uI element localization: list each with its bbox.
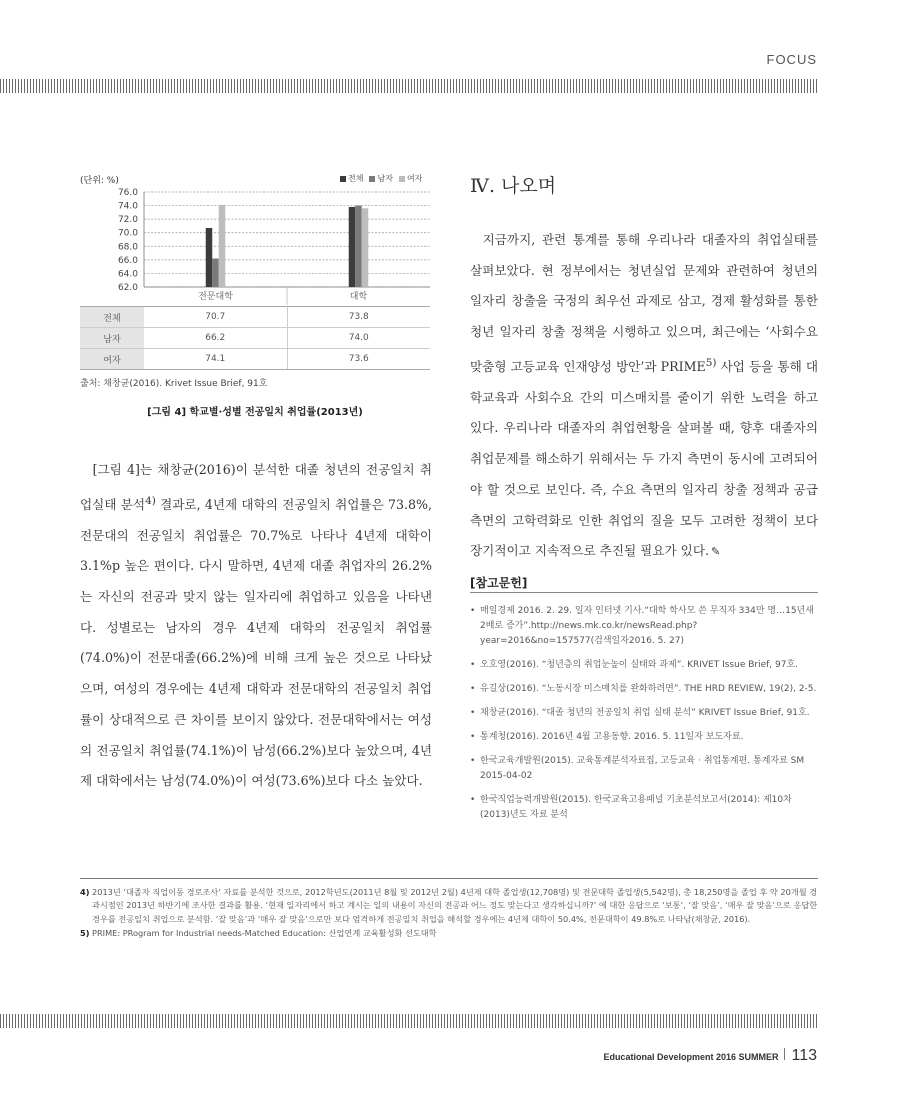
end-mark-icon: ✎	[711, 545, 721, 559]
bar-total	[349, 207, 356, 287]
y-tick-label: 62.0	[117, 283, 138, 293]
bar-chart	[80, 186, 430, 306]
footnote-text: 2013년 ‘대졸자 직업이동 경로조사’ 자료를 분석한 것으로, 2012학년도(2011년 8월 및 2012년 2월) 4년제 대학 졸업생(12,708명) 및 전문대학 졸업생(5,542명), 총 18,250명을 졸업 후 약 20개월 경과시점인 2013년 하반기에 조사한 결과를 활용. ‘현재 일자리에서 하고 계시는 일의 내용이 자신의 전공과 어느 정도 맞는다고 생각하십니까?’ 에 대한 응답으로 ‘보통’, ‘잘 맞음’, ‘매우 잘 맞음’으로 응답한 경우를 전공일치 취업으로 분석함. ‘잘 맞음’과 ‘매우 잘 맞음’으로만 보다 엄격하게 전공일치 취업을 해석할 경우에는 4년제 대학이 50.4%, 전문대학이 49.8%로 나타남(채창균, 2016).	[89, 887, 818, 924]
paragraph-text: 지금까지, 관련 통계를 통해 우리나라 대졸자의 취업실태를 살펴보았다. 현 정부에서는 청년실업 문제와 관련하여 청년의 일자리 창출을 국정의 최우선 과제로 삼고, 경제 활성화를 통한 청년 일자리 창출 정책을 시행하고 있으며, 최근에는 ‘사회수요 맞춤형 고등교육 인재양성 방안’과 PRIME	[470, 232, 818, 374]
legend-item-female	[399, 173, 422, 184]
chart-data-table	[80, 306, 430, 370]
footnote-divider	[80, 878, 818, 879]
footnote-ref[interactable]: 5)	[705, 356, 717, 369]
legend-item-total	[340, 173, 363, 184]
x-tick-label: 전문대학	[198, 292, 233, 302]
bar-male	[355, 206, 362, 287]
legend-item-male	[369, 173, 392, 184]
section-label: FOCUS	[766, 52, 817, 67]
legend-label: 여자	[406, 174, 423, 183]
figure-caption: [그림 4] 학교별·성별 전공일치 취업률(2013년)	[147, 407, 363, 418]
list-item: • 한국교육개발원(2015). 교육통계분석자료집, 고등교육 · 취업통계편. 통계자료 SM 2015-04-02	[470, 754, 818, 784]
footnote-mark: 5)	[80, 928, 90, 939]
references-divider	[470, 592, 818, 593]
section-title: Ⅳ. 나오며	[470, 175, 557, 197]
header-stripe	[0, 79, 818, 93]
table-cell: 73.6	[287, 349, 430, 370]
bar-male	[212, 259, 219, 288]
row-label: 전체	[80, 307, 144, 328]
figure-source: 출처: 채창균(2016). Krivet Issue Brief, 91호	[80, 379, 268, 389]
paragraph	[80, 455, 432, 797]
bar-total	[206, 228, 213, 287]
references-title: [참고문헌]	[470, 576, 528, 590]
chart-unit-label: (단위: %)	[80, 176, 119, 186]
page-number: 113	[791, 1047, 817, 1064]
footnote-ref[interactable]: 4)	[145, 494, 156, 507]
footnote-5	[80, 927, 820, 940]
table-cell: 73.8	[287, 307, 430, 328]
paragraph	[470, 225, 818, 568]
footnote-mark: 4)	[80, 887, 90, 897]
footnote-4	[80, 886, 820, 926]
list-item: • 매일경제 2016. 2. 29. 일자 인터넷 기사.“대학 학사모 쓴 무직자 334만 명…15년새 2배로 증가”.http://news.mk.co.kr/newsRead.php?year=2016&no=157577(검색일자2016. 5. 27)	[470, 604, 818, 649]
table-row	[80, 307, 430, 328]
list-item: • 유길상(2016). “노동시장 미스매치를 완화하려면”. THE HRD REVIEW, 19(2), 2-5.	[470, 682, 818, 697]
publication-name: Educational Development 2016 SUMMER	[603, 1052, 779, 1062]
footer-divider	[784, 1048, 785, 1060]
row-label: 남자	[80, 328, 144, 349]
y-tick-label: 74.0	[117, 201, 138, 212]
table-row	[80, 349, 430, 370]
table-cell: 74.1	[144, 349, 287, 370]
footnotes	[80, 886, 820, 942]
table-cell: 70.7	[144, 307, 287, 328]
y-tick-label: 70.0	[117, 228, 138, 239]
bar-female	[219, 205, 226, 287]
x-tick-label: 대학	[349, 292, 368, 302]
y-tick-label: 76.0	[117, 188, 138, 198]
paragraph-text: [그림 4]는 채창균(2016)이 분석한 대졸 청년의 전공일치 취업실태 분석	[80, 462, 432, 512]
y-tick-label: 72.0	[117, 215, 138, 226]
y-tick-label: 66.0	[117, 255, 138, 266]
chart-legend	[340, 173, 422, 184]
list-item: • 오호영(2016). “청년층의 취업눈높이 실태와 과제”. KRIVET Issue Brief, 97호.	[470, 658, 818, 673]
table-cell: 74.0	[287, 328, 430, 349]
footnote-text: PRIME: PRogram for Industrial needs-Matched Education: 산업연계 교육활성화 선도대학	[89, 928, 437, 939]
left-body-text	[80, 455, 432, 797]
page-footer	[603, 1047, 817, 1065]
footer-stripe	[0, 1014, 818, 1028]
table-row	[80, 328, 430, 349]
table-cell: 66.2	[144, 328, 287, 349]
y-tick-label: 64.0	[117, 269, 138, 280]
paragraph-text: 결과로, 4년제 대학의 전공일치 취업률은 73.8%, 전문대의 전공일치 취업률은 70.7%로 나타나 4년제 대학이 3.1%p 높은 편이다. 다시 말하면, 4년제 대졸 취업자의 26.2%는 자신의 전공과 맞지 않는 일자리에 취업하고 있음을 나타낸다. 성별로는 남자의 경우 4년제 대학의 전공일치 취업률(74.0%)이 전문대졸(66.2%)에 비해 크게 높은 것으로 나타났으며, 여성의 경우에는 4년제 대학과 전문대학의 전공일치 취업률이 상대적으로 큰 차이를 보이지 않았다. 전문대학에서는 여성의 전공일치 취업률(74.1%)이 남성(66.2%)보다 높았으며, 4년제 대학에서는 남성(74.0%)이 여성(73.6%)보다 다소 높았다.	[80, 496, 432, 789]
conclusion-body-text	[470, 225, 818, 568]
bar-female	[362, 208, 369, 287]
legend-label: 남자	[377, 174, 393, 183]
references-list	[470, 604, 818, 832]
list-item: • 통계청(2016). 2016년 4월 고용동향. 2016. 5. 11일자 보도자료.	[470, 730, 818, 745]
y-tick-label: 68.0	[117, 242, 138, 253]
paragraph-text: 사업 등을 통해 대학교육과 사회수요 간의 미스매치를 줄이기 위한 노력을 하고 있다. 우리나라 대졸자의 취업현황을 살펴볼 때, 향후 대졸자의 취업문제를 해소하기 위해서는 두 가지 측면이 동시에 고려되어야 할 것으로 보인다. 즉, 수요 측면의 일자리 창출 정책과 공급 측면의 고학력화로 인한 취업의 질을 모두 고려한 정책이 보다 장기적이고 지속적으로 추진될 필요가 있다.	[470, 359, 818, 559]
list-item: • 한국직업능력개발원(2015). 한국교육고용패널 기초분석보고서(2014): 제10차(2013)년도 자료 분석	[470, 793, 818, 823]
legend-label: 전체	[348, 174, 364, 183]
row-label: 여자	[80, 349, 144, 370]
list-item: • 채창균(2016). “대졸 청년의 전공일치 취업 실태 분석” KRIVET Issue Brief, 91호.	[470, 706, 818, 721]
